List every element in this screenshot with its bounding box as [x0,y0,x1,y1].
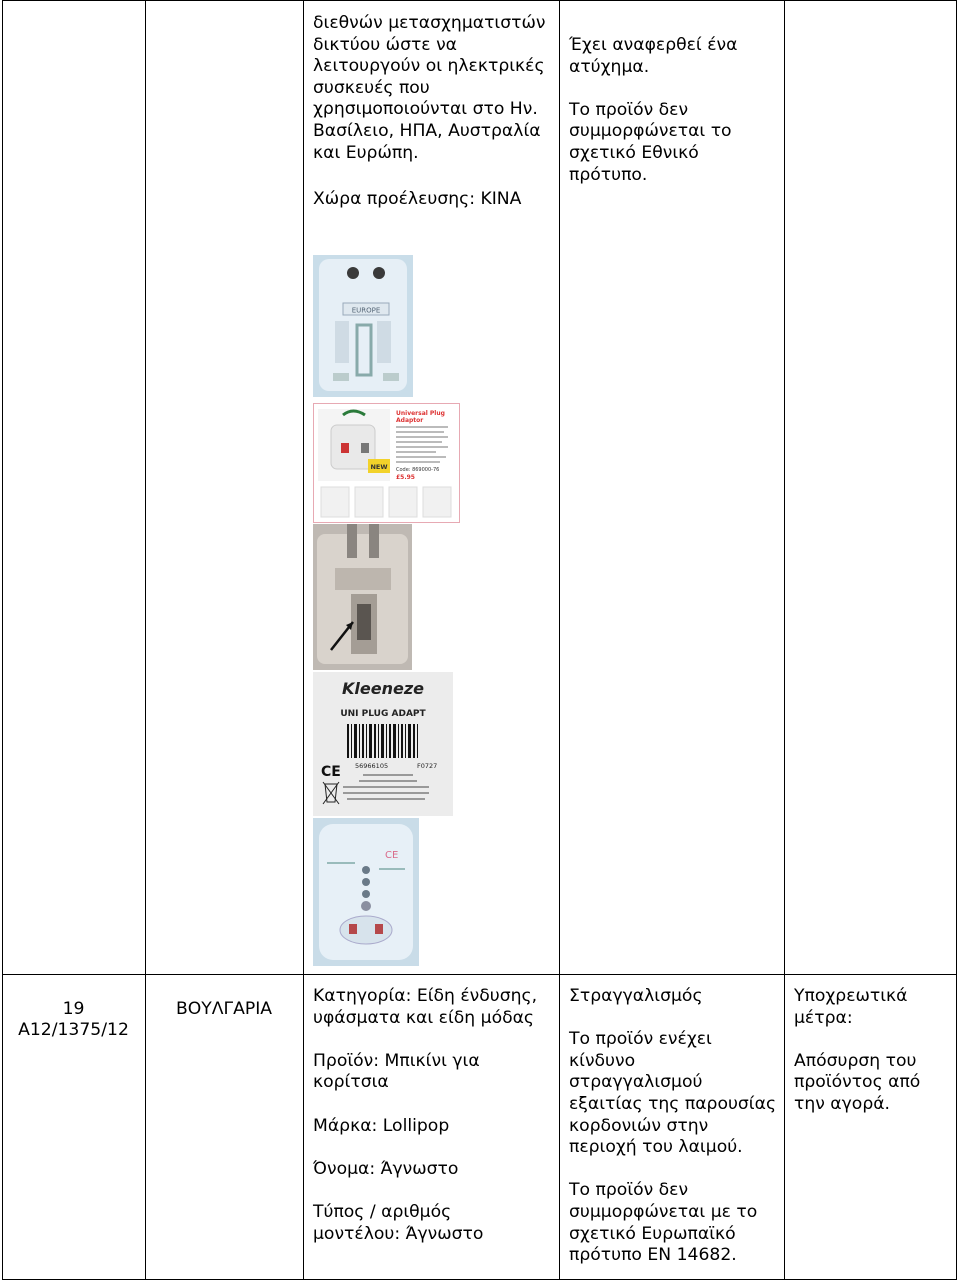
name-line: Όνομα: Άγνωστο [313,1158,459,1179]
brand-line: Μάρκα: Lollipop [313,1115,450,1136]
ce-mark: CE [385,850,399,861]
risk-line: εξαιτίας της παρουσίας [569,1093,777,1114]
risk-line: Το προϊόν δεν [569,99,689,120]
product-line: κορίτσια [313,1072,389,1093]
description-line: χρησιμοποιούνται στο Ην. [313,99,538,120]
description-line: Βασίλειο, ΗΠΑ, Αυστραλία [313,120,541,141]
risk-line: συμμορφώνεται το [569,121,732,142]
row18-description [313,13,545,164]
measures-line: προϊόντος από [794,1072,921,1093]
catalog-price: £5.95 [396,474,415,481]
risk-line: πρότυπο. [569,164,648,185]
description-line: δικτύου ώστε να [313,34,457,55]
row19-measures [794,986,920,1116]
description-line: συσκευές που [313,77,430,98]
standard-line: Το προϊόν δεν [569,1180,689,1201]
standard-line: πρότυπο EN 14682. [569,1245,737,1266]
catalog-title: Universal Plug [396,410,445,417]
risk-line: σχετικό Εθνικό [569,142,699,163]
row19-country: ΒΟΥΛΓΑΡΙΑ [175,999,273,1019]
model-line: μοντέλου: Άγνωστο [313,1223,484,1244]
description-line: λειτουργούν οι ηλεκτρικές [313,56,545,77]
column-divider [2,0,3,1280]
row19-product-details [313,986,537,1245]
description-line: διεθνών μετασχηματιστών [313,13,546,33]
risk-type: Στραγγαλισμός [569,986,703,1006]
brand-logo: Kleeneze [342,679,424,698]
catalog-page-photo [313,403,460,523]
column-divider [303,0,304,1280]
ce-mark: CE [321,764,341,780]
barcode-number: 56966105 [355,762,389,770]
risk-line: Έχει αναφερθεί ένα [569,35,738,55]
label-product-name: UNI PLUG ADAPT [340,709,426,719]
row18-risk [569,35,737,186]
description-line: και Ευρώπη. [313,142,419,163]
catalog-title: Adaptor [396,417,424,424]
new-badge: NEW [370,463,388,471]
product-photo-adapter-front [313,818,419,966]
category-line: υφάσματα και είδη μόδας [313,1007,535,1028]
risk-line: περιοχή του λαιμού. [569,1137,743,1158]
measures-line: την αγορά. [794,1093,891,1114]
row19-risk [569,986,776,1267]
row19-number: 19 [62,999,85,1019]
measures-line: Απόσυρση του [794,1050,917,1071]
risk-line: στραγγαλισμού [569,1072,703,1093]
column-divider [559,0,560,1280]
column-divider [784,0,785,1280]
product-photo-pins [313,524,412,670]
risk-line: ατύχημα. [569,56,650,77]
label-code: F0727 [417,762,438,770]
measures-line: μέτρα: [794,1007,853,1028]
category-line: Κατηγορία: Είδη ένδυσης, [313,986,538,1006]
product-photo-adapter-europe [313,255,413,397]
model-line: Τύπος / αριθμός [313,1201,452,1222]
risk-line: Το προϊόν ενέχει [569,1029,712,1050]
risk-line: κίνδυνο [569,1050,636,1071]
catalog-code: Code: 869000-76 [396,467,440,473]
risk-line: κορδονιών στην [569,1115,709,1136]
column-divider [956,0,957,1280]
row19-reference: A12/1375/12 [18,1020,129,1040]
europe-label: EUROPE [351,306,381,315]
row18-origin: Χώρα προέλευσης: ΚΙΝΑ [313,189,522,209]
standard-line: σχετικό Ευρωπαϊκό [569,1223,736,1244]
column-divider [145,0,146,1280]
product-line: Προϊόν: Μπικίνι για [313,1050,480,1071]
standard-line: συμμορφώνεται με το [569,1201,758,1222]
product-label-photo [313,672,453,816]
measures-line: Υποχρεωτικά [794,986,908,1006]
